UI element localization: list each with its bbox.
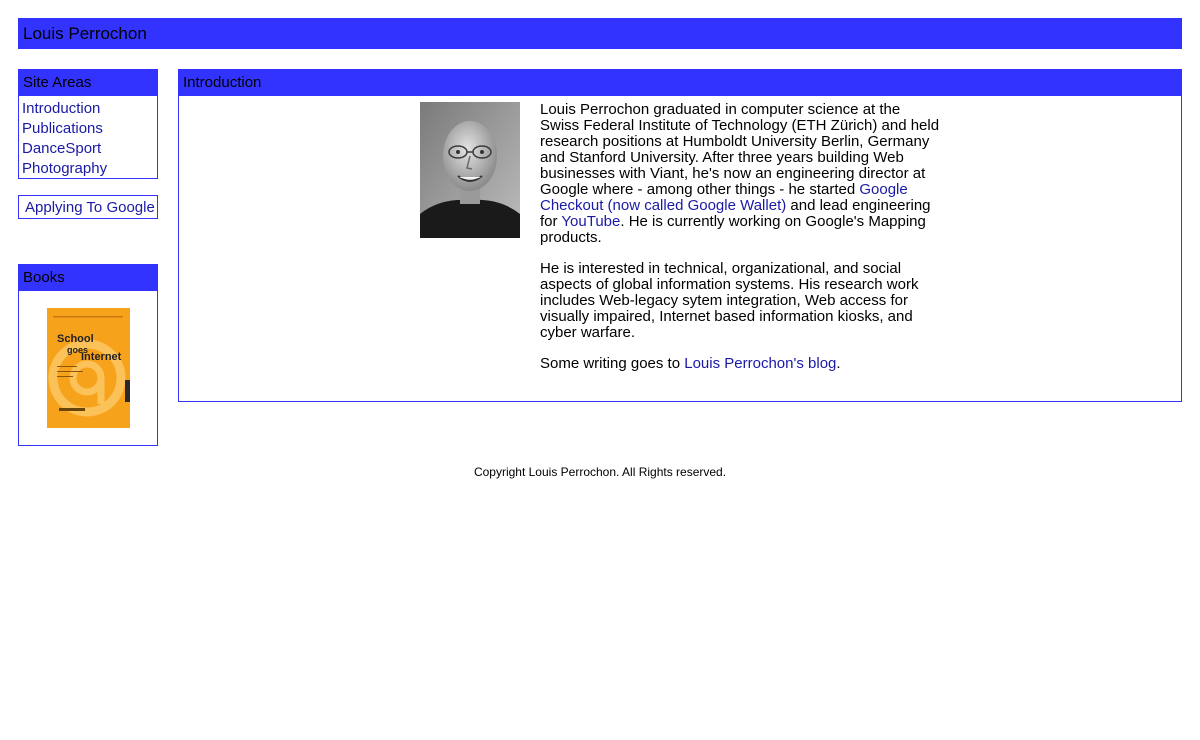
book-cover-image[interactable]	[47, 308, 130, 428]
blog-link[interactable]: Louis Perrochon's blog	[684, 355, 837, 372]
introduction-text	[540, 102, 940, 387]
books-panel	[18, 264, 158, 446]
intro-p1-text-c: . He is currently working on Google's Mapping products.	[540, 213, 926, 246]
intro-p1-text-b: and lead engineering for	[540, 197, 931, 230]
nav-link-publications[interactable]: Publications	[22, 120, 103, 137]
intro-paragraph-2: He is interested in technical, organizational, and social aspects of global information systems. His research work includes Web-legacy sytem integration, Web access for visually impaired, Internet based information kiosks, and cyber warfare.	[540, 260, 919, 341]
intro-paragraph-3	[540, 356, 940, 372]
intro-p3-text-a: Some writing goes to	[540, 355, 685, 372]
site-header	[18, 18, 1182, 49]
books-heading: Books	[19, 265, 157, 291]
copyright-text: Copyright Louis Perrochon. All Rights reserved.	[473, 465, 727, 479]
nav-link-dancesport[interactable]: DanceSport	[22, 140, 102, 157]
nav-link-photography[interactable]: Photography	[22, 160, 108, 177]
site-areas-heading: Site Areas	[19, 70, 157, 96]
portrait-photo	[420, 102, 520, 238]
footer	[0, 465, 1200, 479]
applying-box	[18, 195, 158, 219]
intro-p1-text-a: Louis Perrochon graduated in computer science at the Swiss Federal Institute of Technology (ETH Zürich) and held research positions at Humboldt University Berlin, Germany and Stanford University. After three years building Web businesses with Viant, he's now an engineering director at Google where - among other things - he started	[540, 101, 940, 198]
site-areas-nav	[19, 96, 157, 179]
introduction-panel	[178, 69, 1182, 402]
introduction-heading: Introduction	[179, 70, 1181, 96]
google-checkout-link[interactable]: Google Checkout (now called Google Wallet)	[540, 181, 908, 214]
intro-p3-text-b: .	[836, 355, 841, 372]
nav-link-introduction[interactable]: Introduction	[22, 100, 101, 117]
applying-to-google-link[interactable]: Applying To Google	[25, 199, 155, 216]
youtube-link[interactable]: YouTube	[561, 213, 621, 230]
site-title: Louis Perrochon	[23, 24, 147, 43]
book-title-line1: School	[57, 333, 94, 345]
intro-paragraph-1	[540, 102, 940, 246]
site-areas-panel	[18, 69, 158, 179]
book-title-line3: Internet	[81, 351, 122, 363]
book-title-line2: goes	[67, 345, 89, 355]
book-cover-art	[47, 308, 130, 428]
